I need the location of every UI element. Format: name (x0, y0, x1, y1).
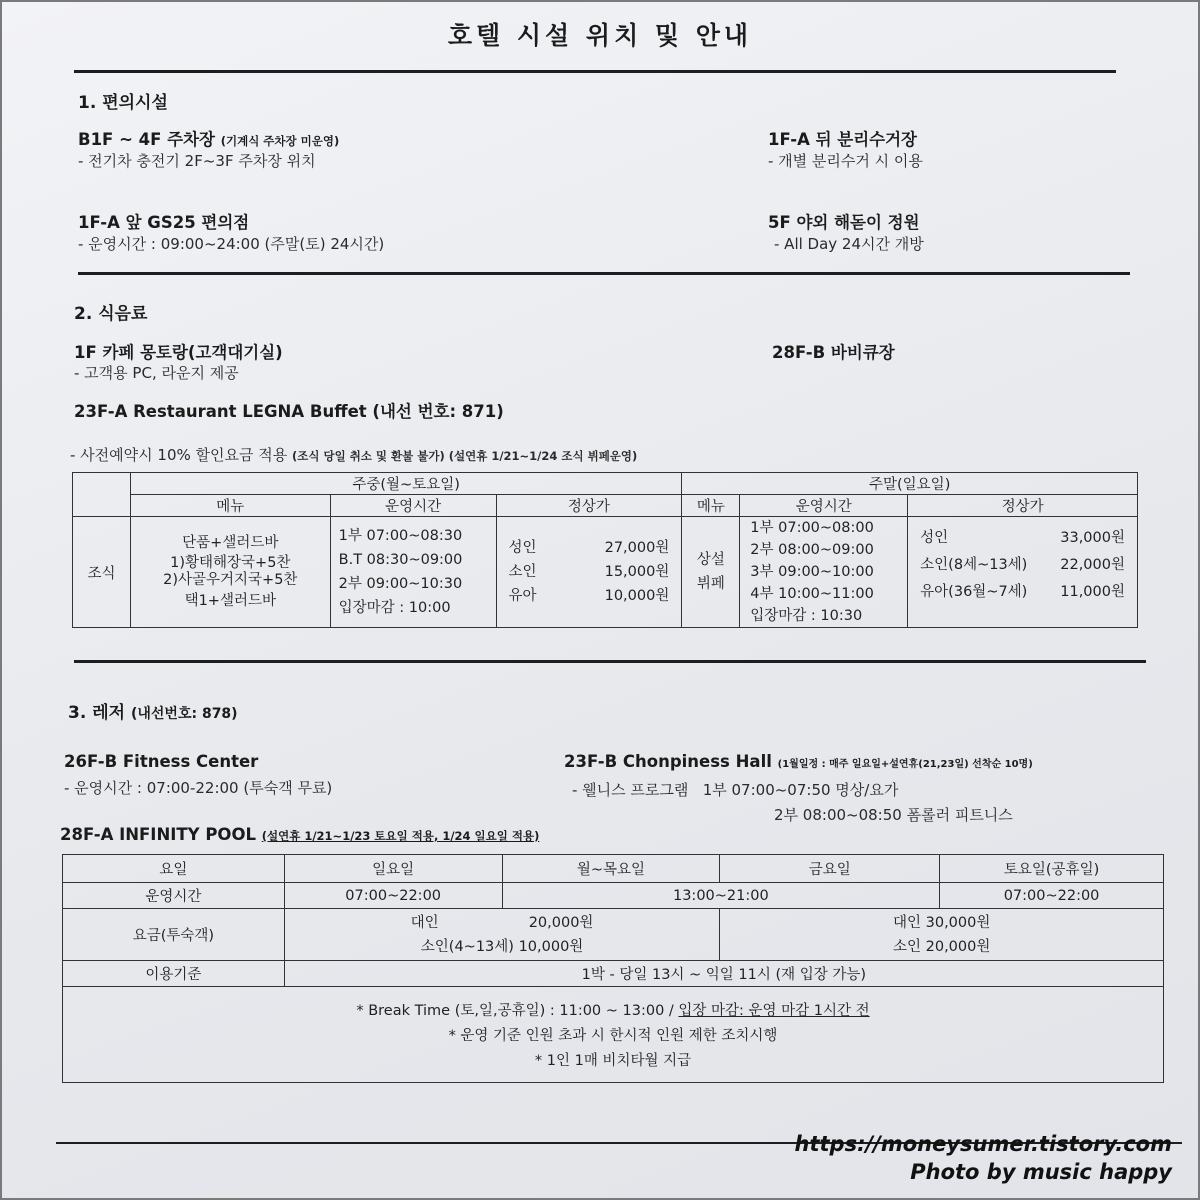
weekend-header: 주말(일요일) (682, 473, 1138, 495)
breakfast-table (72, 472, 1138, 628)
note-line: * 운영 기준 인원 초과 시 한시적 인원 제한 조치시행 (448, 1028, 778, 1044)
note-line: * 1인 1매 비치타월 지급 (534, 1053, 692, 1069)
parking-note: (기계식 주차장 미운영) (220, 134, 340, 148)
recycle-title: 1F-A 뒤 분리수거장 (768, 130, 917, 149)
day-header: 금요일 (720, 855, 940, 883)
section-3-ext: (내선번호: 878) (130, 706, 238, 722)
table-corner (73, 473, 131, 517)
hours-line: 2부 09:00~10:30 (338, 576, 463, 592)
parking-title: B1F ~ 4F 주차장 (기계식 주차장 미운영) (78, 130, 340, 149)
price-row: 소인(8세~13세) 22,000원 (920, 557, 1125, 573)
cafe-sub: - 고객용 PC, 라운지 제공 (74, 364, 239, 382)
divider (78, 272, 1130, 275)
price-col-header: 정상가 (496, 495, 682, 517)
hours-col-header: 운영시간 (740, 495, 908, 517)
garden-sub: - All Day 24시간 개방 (774, 235, 924, 253)
breakfast-row-label: 조식 (73, 517, 131, 628)
sun-hours: 07:00~22:00 (284, 883, 502, 909)
pool-note: (설연휴 1/21~1/23 토요일 적용, 1/24 일요일 적용) (261, 829, 540, 843)
weekday-hours-cell (330, 517, 496, 628)
day-header: 일요일 (284, 855, 502, 883)
hall-title: 23F-B Chonpiness Hall (1월일정 : 매주 일요일+설연휴(21,23일) 선착순 10명) (564, 752, 1033, 771)
hall-note: (1월일정 : 매주 일요일+설연휴(21,23일) 선착순 10명) (777, 759, 1033, 770)
menu-line: 단품+샐러드바 (182, 535, 279, 551)
note-line: * Break Time (토,일,공휴일) : 11:00 ~ 13:00 / 입장 마감: 운영 마감 1시간 전 (356, 1003, 870, 1019)
bbq-title: 28F-B 바비큐장 (772, 343, 895, 362)
hours-line: 4부 10:00~11:00 (750, 586, 874, 602)
price-row: 성인 33,000원 (920, 530, 1125, 546)
weekend-price-cell (908, 517, 1138, 628)
gs25-title: 1F-A 앞 GS25 편의점 (78, 213, 250, 232)
hours-label: 운영시간 (63, 883, 285, 909)
fee-right: 대인 30,000원 소인 20,000원 (720, 909, 1164, 961)
menu-line: 2)사골우거지국+5찬 (163, 572, 298, 588)
weekday-hours: 13:00~21:00 (502, 883, 940, 909)
hours-line: 1부 07:00~08:00 (750, 520, 874, 536)
restaurant-title: 23F-A Restaurant LEGNA Buffet (내선 번호: 871) (74, 402, 504, 421)
fitness-title: 26F-B Fitness Center (64, 752, 259, 771)
fee-left: 대인 20,000원 소인(4~13세) 10,000원 (284, 909, 720, 961)
sat-hours: 07:00~22:00 (940, 883, 1164, 909)
divider (74, 660, 1146, 663)
hours-line: 2부 08:00~09:00 (750, 542, 874, 558)
fitness-sub: - 운영시간 : 07:00-22:00 (투숙객 무료) (64, 779, 333, 797)
garden-title: 5F 야외 해돋이 정원 (768, 213, 920, 232)
hours-line: 입장마감 : 10:00 (338, 600, 451, 616)
section-1-heading: 1. 편의시설 (78, 93, 168, 113)
hours-line: 입장마감 : 10:30 (750, 608, 863, 624)
price-row: 유아(36월~7세) 11,000원 (920, 584, 1125, 600)
watermark-url: https://moneysumer.tistory.com (794, 1132, 1172, 1156)
day-header: 토요일(공휴일) (940, 855, 1164, 883)
hours-line: B.T 08:30~09:00 (338, 552, 463, 568)
wellness-line: 2부 08:00~08:50 폼롤러 피트니스 (774, 806, 1013, 824)
page-title: 호텔 시설 위치 및 안내 (447, 21, 753, 50)
discount-line: - 사전예약시 10% 할인요금 적용 (조식 당일 취소 및 환불 불가) (설연휴 1/21~1/24 조식 뷔페운영) (70, 446, 638, 464)
day-header: 월~목요일 (502, 855, 720, 883)
weekday-header: 주중(월~토요일) (130, 473, 681, 495)
pool-title: 28F-A INFINITY POOL (설연휴 1/21~1/23 토요일 적용, 1/24 일요일 적용) (60, 825, 540, 844)
weekend-hours-cell (740, 517, 908, 628)
cafe-title: 1F 카페 몽토랑(고객대기실) (74, 343, 283, 362)
section-3-heading: 3. 레저 (내선번호: 878) (68, 703, 238, 723)
weekday-menu-cell (130, 517, 330, 628)
menu-col-header: 메뉴 (682, 495, 740, 517)
divider (74, 70, 1116, 73)
watermark-credit: Photo by music happy (910, 1160, 1172, 1184)
gs25-sub: - 운영시간 : 09:00~24:00 (주말(토) 24시간) (78, 235, 385, 253)
menu-line: 택1+샐러드바 (184, 593, 276, 609)
pool-notes (63, 987, 1164, 1083)
section-2-heading: 2. 식음료 (74, 304, 148, 324)
hours-col-header: 운영시간 (330, 495, 496, 517)
hours-line: 3부 09:00~10:00 (750, 564, 874, 580)
hours-line: 1부 07:00~08:30 (338, 528, 463, 544)
pool-table (62, 854, 1164, 1083)
price-col-header: 정상가 (908, 495, 1138, 517)
wellness-line: - 웰니스 프로그램 1부 07:00~07:50 명상/요가 (572, 781, 899, 799)
price-row: 유아 10,000원 (508, 588, 670, 604)
parking-sub: - 전기차 충전기 2F~3F 주차장 위치 (78, 152, 316, 170)
weekday-price-cell (496, 517, 682, 628)
discount-note: (조식 당일 취소 및 환불 불가) (설연휴 1/21~1/24 조식 뷔페운영) (292, 449, 638, 463)
price-row: 소인 15,000원 (508, 564, 670, 580)
usage-value: 1박 - 당일 13시 ~ 익일 11시 (재 입장 가능) (284, 961, 1163, 987)
restaurant-ext: (내선 번호: 871) (372, 402, 504, 421)
usage-label: 이용기준 (63, 961, 285, 987)
menu-col-header: 메뉴 (130, 495, 330, 517)
fee-label: 요금(투숙객) (63, 909, 285, 961)
menu-line: 1)황태해장국+5찬 (170, 555, 291, 571)
price-row: 성인 27,000원 (508, 540, 670, 556)
day-label: 요일 (63, 855, 285, 883)
recycle-sub: - 개별 분리수거 시 이용 (768, 152, 923, 170)
weekend-menu-cell: 상설 뷔페 (682, 517, 740, 628)
